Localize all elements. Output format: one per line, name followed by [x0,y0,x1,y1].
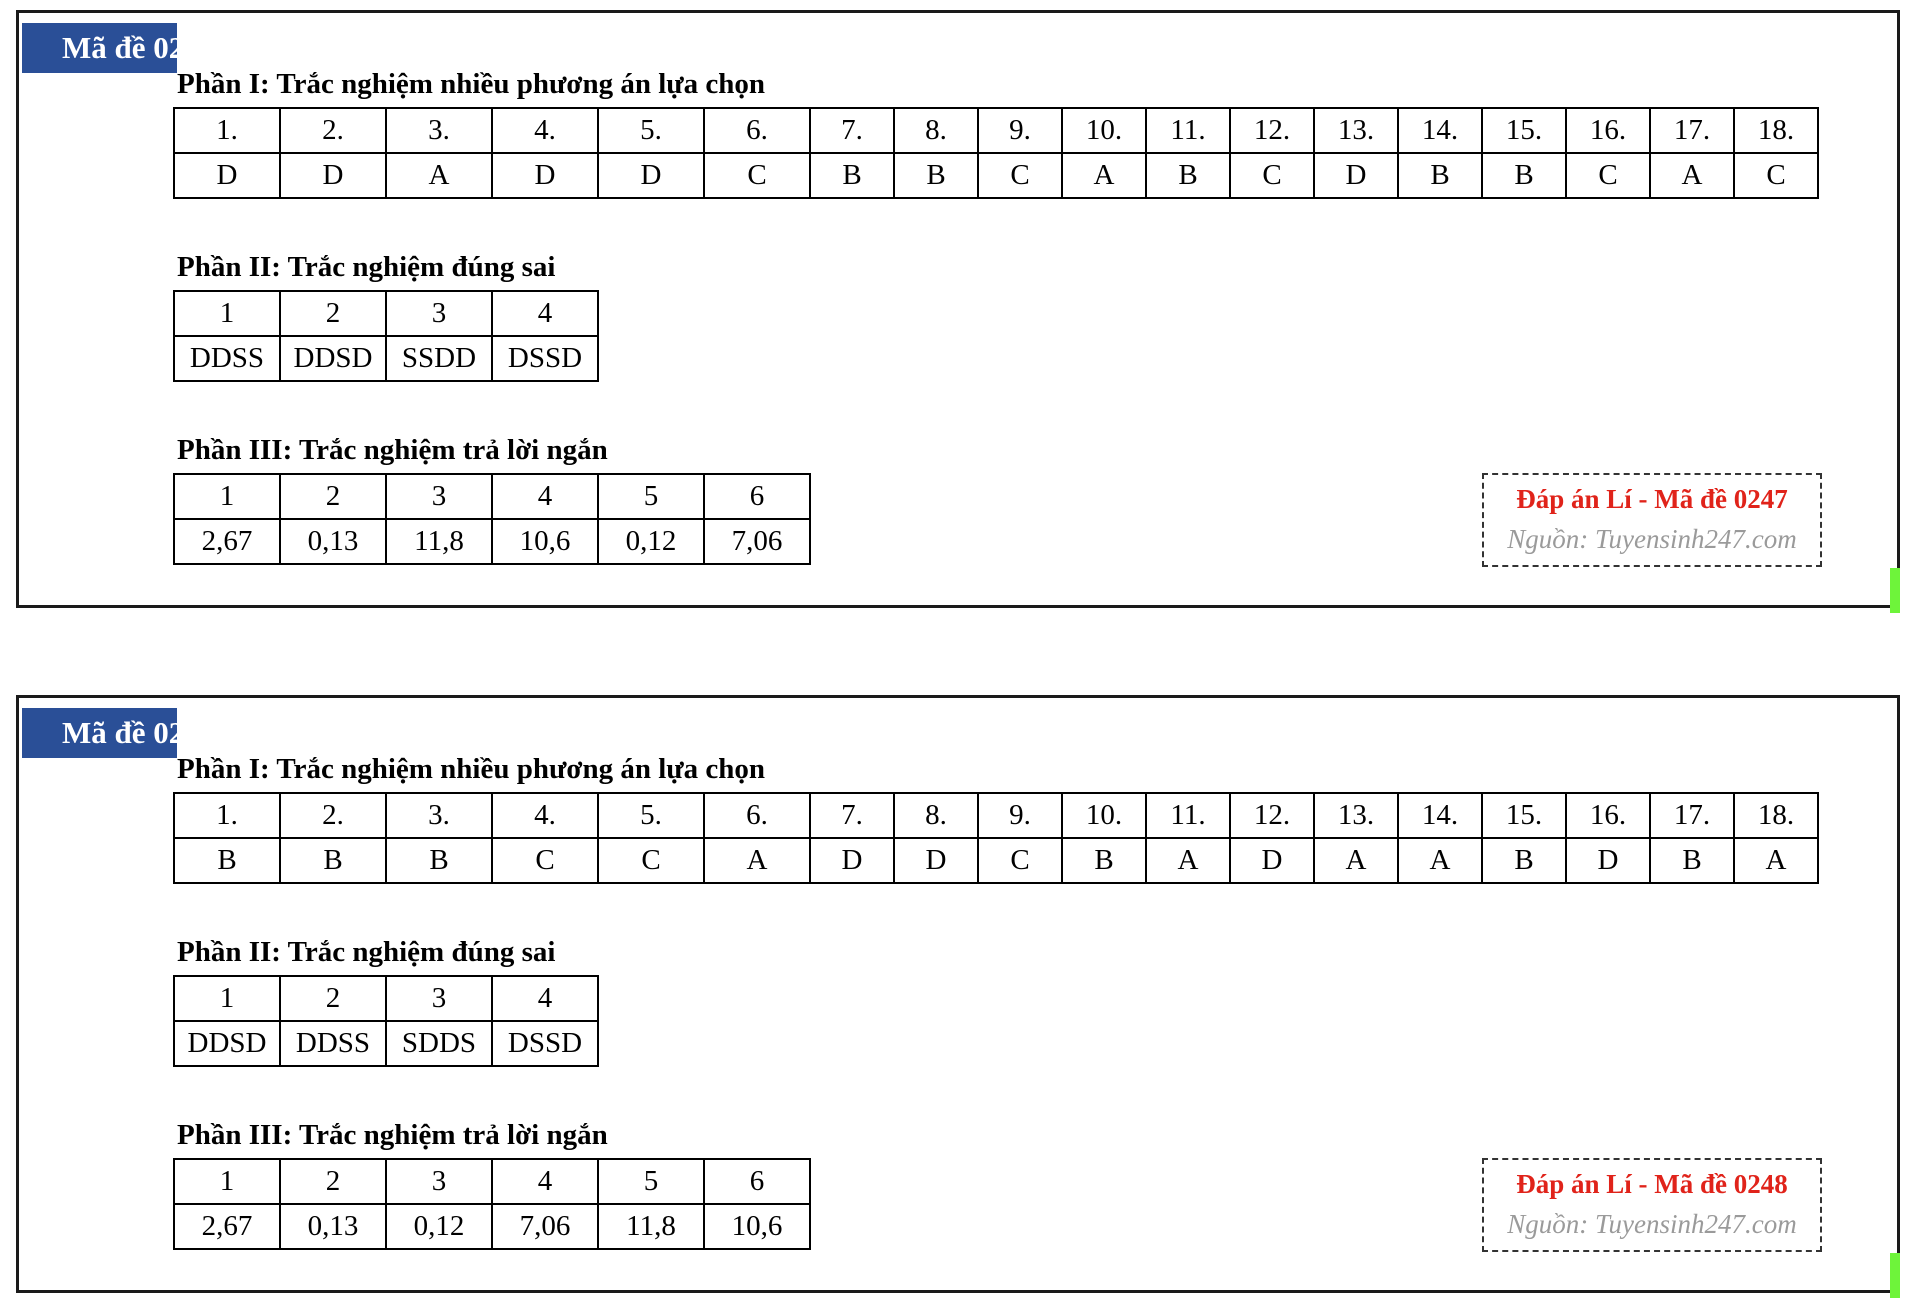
answer-key-block [16,695,1900,1293]
answer-cell: B [280,838,386,883]
answer-cell: D [1566,838,1650,883]
answer-cell: B [1398,153,1482,198]
part2-title: Phần II: Trắc nghiệm đúng sai [177,251,556,283]
part3-title: Phần III: Trắc nghiệm trả lời ngắn [177,434,608,466]
answer-cell: A [386,153,492,198]
answer-cell: D [1314,153,1398,198]
question-number-cell: 16. [1566,793,1650,838]
note-source: Nguồn: Tuyensinh247.com [1507,524,1797,554]
question-number-cell: 3 [386,1159,492,1204]
answer-row [174,519,810,564]
question-number-cell: 2 [280,474,386,519]
answer-cell: C [1566,153,1650,198]
question-number-cell: 3 [386,976,492,1021]
note-title: Đáp án Lí - Mã đề 0248 [1516,1169,1788,1199]
question-number-cell: 9. [978,793,1062,838]
question-number-cell: 8. [894,108,978,153]
question-number-cell: 5 [598,474,704,519]
answer-row [174,336,598,381]
answer-cell: B [810,153,894,198]
question-number-cell: 6 [704,474,810,519]
part3-answer-table [173,1158,811,1250]
answer-cell: 0,12 [386,1204,492,1249]
answer-cell: B [174,838,280,883]
question-number-cell: 16. [1566,108,1650,153]
question-number-cell: 8. [894,793,978,838]
question-number-cell: 5 [598,1159,704,1204]
question-number-row [174,976,598,1021]
question-number-cell: 14. [1398,793,1482,838]
answer-cell: D [894,838,978,883]
answer-cell: SSDD [386,336,492,381]
answer-cell: C [704,153,810,198]
answer-cell: D [492,153,598,198]
answer-cell: B [894,153,978,198]
question-number-cell: 4 [492,976,598,1021]
answer-cell: 11,8 [598,1204,704,1249]
question-number-cell: 15. [1482,108,1566,153]
question-number-cell: 2. [280,793,386,838]
question-number-cell: 10. [1062,108,1146,153]
answer-cell: 7,06 [492,1204,598,1249]
answer-cell: A [1734,838,1818,883]
question-number-row [174,793,1818,838]
answer-cell: 10,6 [704,1204,810,1249]
question-number-row [174,1159,810,1204]
question-number-cell: 9. [978,108,1062,153]
question-number-cell: 6 [704,1159,810,1204]
answer-cell: B [1062,838,1146,883]
answer-cell: SDDS [386,1021,492,1066]
answer-cell: DDSS [280,1021,386,1066]
answer-cell: 11,8 [386,519,492,564]
note-source: Nguồn: Tuyensinh247.com [1507,1209,1797,1239]
question-number-cell: 3 [386,291,492,336]
question-number-cell: 3. [386,793,492,838]
answer-key-block [16,10,1900,608]
answer-cell: B [1650,838,1734,883]
answer-cell: D [280,153,386,198]
answer-cell: A [704,838,810,883]
part2-title: Phần II: Trắc nghiệm đúng sai [177,936,556,968]
part3-answer-table [173,473,811,565]
question-number-cell: 11. [1146,793,1230,838]
answer-cell: B [1482,153,1566,198]
question-number-cell: 17. [1650,108,1734,153]
part3-title: Phần III: Trắc nghiệm trả lời ngắn [177,1119,608,1151]
question-number-cell: 12. [1230,108,1314,153]
question-number-cell: 13. [1314,108,1398,153]
question-number-cell: 2 [280,976,386,1021]
question-number-cell: 1 [174,474,280,519]
question-number-cell: 5. [598,108,704,153]
question-number-cell: 15. [1482,793,1566,838]
question-number-cell: 2 [280,291,386,336]
part1-title: Phần I: Trắc nghiệm nhiều phương án lựa chọn [177,68,766,100]
question-number-cell: 3. [386,108,492,153]
part2-answer-table [173,975,599,1067]
part2-answer-table [173,290,599,382]
answer-cell: 10,6 [492,519,598,564]
answer-cell: A [1062,153,1146,198]
question-number-cell: 1 [174,291,280,336]
answer-cell: B [1482,838,1566,883]
question-number-cell: 13. [1314,793,1398,838]
answer-cell: DDSD [174,1021,280,1066]
question-number-cell: 4 [492,1159,598,1204]
question-number-cell: 10. [1062,793,1146,838]
question-number-cell: 1 [174,976,280,1021]
answer-key-note [1482,1158,1822,1252]
answer-row [174,1021,598,1066]
part1-answer-table [173,107,1819,199]
question-number-cell: 1 [174,1159,280,1204]
part1-answer-table [173,792,1819,884]
answer-cell: 0,13 [280,1204,386,1249]
answer-cell: C [598,838,704,883]
answer-cell: A [1146,838,1230,883]
question-number-cell: 11. [1146,108,1230,153]
edge-marker [1890,1253,1900,1298]
answer-cell: D [174,153,280,198]
answer-cell: D [598,153,704,198]
answer-cell: B [386,838,492,883]
edge-marker [1890,568,1900,613]
exam-code-tab: Mã đề 0248 [22,708,177,758]
question-number-row [174,108,1818,153]
question-number-cell: 14. [1398,108,1482,153]
answer-cell: DSSD [492,336,598,381]
answer-cell: C [978,838,1062,883]
question-number-cell: 4 [492,291,598,336]
answer-cell: A [1398,838,1482,883]
answer-cell: C [978,153,1062,198]
answer-cell: DDSS [174,336,280,381]
answer-row [174,838,1818,883]
answer-cell: A [1650,153,1734,198]
note-title: Đáp án Lí - Mã đề 0247 [1516,484,1788,514]
question-number-cell: 2. [280,108,386,153]
question-number-cell: 17. [1650,793,1734,838]
part1-title: Phần I: Trắc nghiệm nhiều phương án lựa chọn [177,753,766,785]
question-number-cell: 6. [704,108,810,153]
answer-cell: 7,06 [704,519,810,564]
question-number-cell: 6. [704,793,810,838]
question-number-cell: 4 [492,474,598,519]
question-number-cell: 1. [174,793,280,838]
answer-cell: D [1230,838,1314,883]
question-number-row [174,291,598,336]
answer-cell: 0,12 [598,519,704,564]
answer-key-note [1482,473,1822,567]
answer-cell: DDSD [280,336,386,381]
question-number-cell: 5. [598,793,704,838]
answer-cell: D [810,838,894,883]
exam-code-tab: Mã đề 0247 [22,23,177,73]
question-number-cell: 18. [1734,793,1818,838]
answer-cell: B [1146,153,1230,198]
answer-cell: 0,13 [280,519,386,564]
question-number-cell: 4. [492,108,598,153]
question-number-cell: 1. [174,108,280,153]
answer-cell: C [1230,153,1314,198]
question-number-cell: 7. [810,108,894,153]
answer-row [174,153,1818,198]
question-number-cell: 12. [1230,793,1314,838]
question-number-row [174,474,810,519]
answer-cell: 2,67 [174,1204,280,1249]
answer-cell: C [1734,153,1818,198]
question-number-cell: 4. [492,793,598,838]
question-number-cell: 18. [1734,108,1818,153]
question-number-cell: 7. [810,793,894,838]
answer-cell: C [492,838,598,883]
answer-row [174,1204,810,1249]
answer-cell: A [1314,838,1398,883]
answer-cell: DSSD [492,1021,598,1066]
question-number-cell: 3 [386,474,492,519]
answer-cell: 2,67 [174,519,280,564]
question-number-cell: 2 [280,1159,386,1204]
